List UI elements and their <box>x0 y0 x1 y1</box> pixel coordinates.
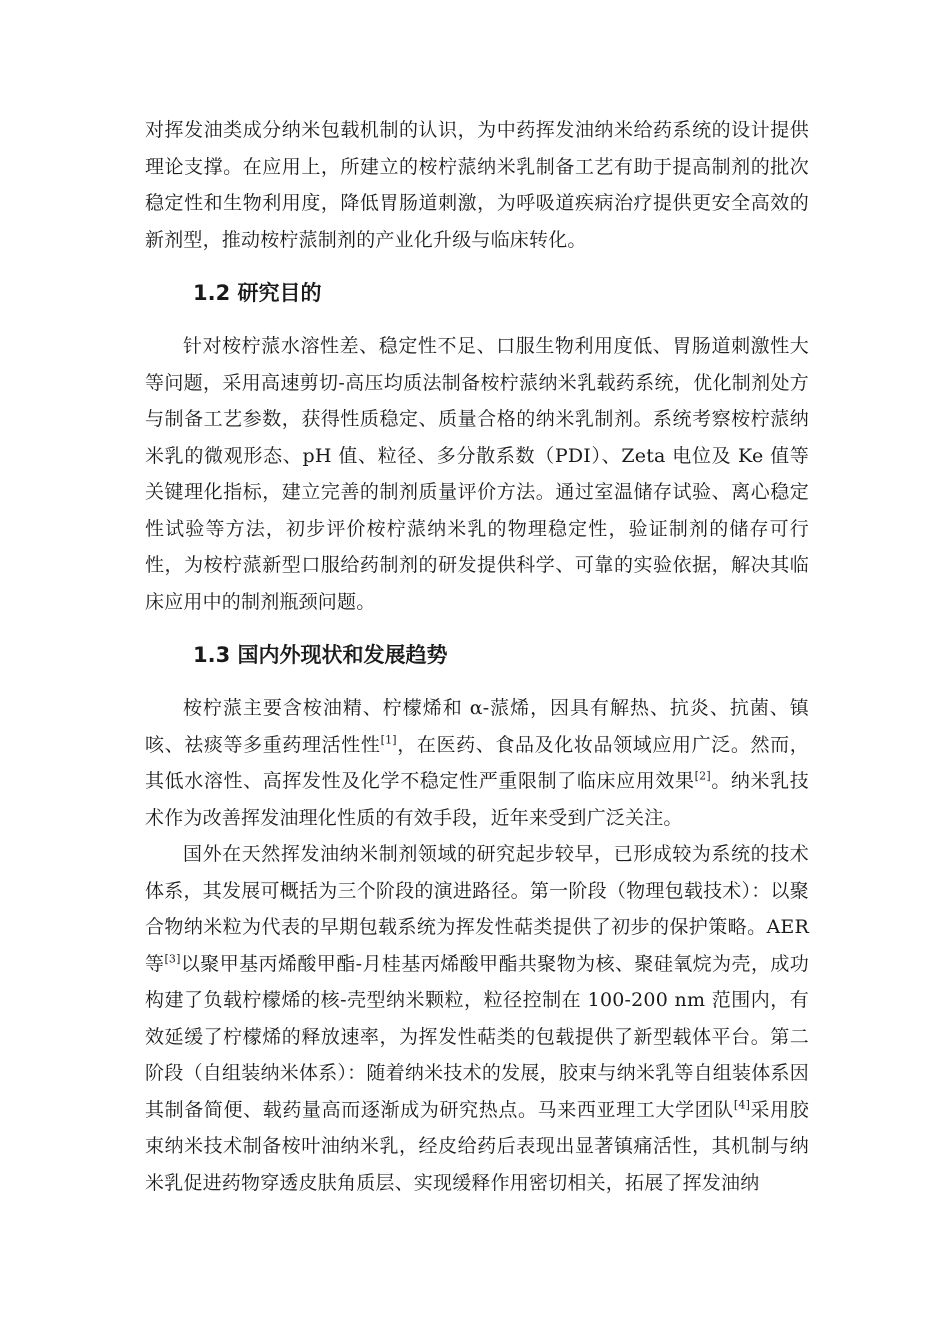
text-span: 采用胶束纳米技术制备桉叶油纳米乳，经皮给药后表现出显著镇痛活性，其机制与纳米乳促进药物穿透皮肤角质层、实现缓释作用密切相关，拓展了挥发油纳 <box>145 1098 809 1194</box>
paragraph-research-purpose: 针对桉柠蒎水溶性差、稳定性不足、口服生物利用度低、胃肠道刺激性大等问题，采用高速剪切-高压均质法制备桉柠蒎纳米乳载药系统，优化制剂处方与制备工艺参数，获得性质稳定、质量合格的纳米乳制剂。系统考察桉柠蒎纳米乳的微观形态、pH 值、粒径、多分散系数（PDI）、Zeta 电位及 Ke 值等关键理化指标，建立完善的制剂质量评价方法。通过室温储存试验、离心稳定性试验等方法，初步评价桉柠蒎纳米乳的物理稳定性，验证制剂的储存可行性，为桉柠蒎新型口服给药制剂的研发提供科学、可靠的实验依据，解决其临床应用中的制剂瓶颈问题。 <box>145 335 809 613</box>
text-span: 。纳米乳技术作为改善挥发油理化性质的有效手段，近年来受到广泛关注。 <box>145 770 809 829</box>
paragraph-foreign-research <box>145 836 809 1201</box>
text-span: 以聚甲基丙烯酸甲酯-月桂基丙烯酸甲酯共聚物为核、聚硅氧烷为壳，成功构建了负载柠檬烯的核-壳型纳米颗粒，粒径控制在 100-200 nm 范围内，有效延缓了柠檬烯的释放速率，为挥发性萜类的包载提供了新型载体平台。第二阶段（自组装纳米体系）：随着纳米技术的发展，胶束与纳米乳等自组装体系因其制备简便、载药量高而逐渐成为研究热点。马来西亚理工大学团队 <box>145 952 810 1121</box>
section-heading-current-status: 1.3 国内外现状和发展趋势 <box>193 643 448 667</box>
text-span: 国外在天然挥发油纳米制剂领域的研究起步较早，已形成较为系统的技术体系，其发展可概括为三个阶段的演进路径。第一阶段（物理包载技术）：以聚合物纳米粒为代表的早期包载系统为挥发性萜类提供了初步的保护策略。AER 等 <box>145 843 809 975</box>
citation-ref-2[interactable]: [2] <box>694 769 711 783</box>
section-heading-research-purpose: 1.2 研究目的 <box>193 281 322 305</box>
paragraph-continuation: 对挥发油类成分纳米包载机制的认识，为中药挥发油纳米给药系统的设计提供理论支撑。在应用上，所建立的桉柠蒎纳米乳制备工艺有助于提高制剂的批次稳定性和生物利用度，降低胃肠道刺激，为呼吸道疾病治疗提供更安全高效的新剂型，推动桉柠蒎制剂的产业化升级与临床转化。 <box>145 119 809 251</box>
citation-ref-1[interactable]: [1] <box>380 733 397 747</box>
document-page <box>145 112 809 1201</box>
citation-ref-4[interactable]: [4] <box>733 1098 751 1112</box>
text-span: 桉柠蒎主要含桉油精、柠檬烯和 α-蒎烯，因具有解热、抗炎、抗菌、镇咳、祛痰等多重药理活性性 <box>145 697 809 756</box>
paragraph-overview <box>145 690 809 836</box>
citation-ref-3[interactable]: [3] <box>164 952 181 966</box>
text-span: ，在医药、食品及化妆品领域应用广泛。然而，其低水溶性、高挥发性及化学不稳定性严重限制了临床应用效果 <box>145 733 810 792</box>
